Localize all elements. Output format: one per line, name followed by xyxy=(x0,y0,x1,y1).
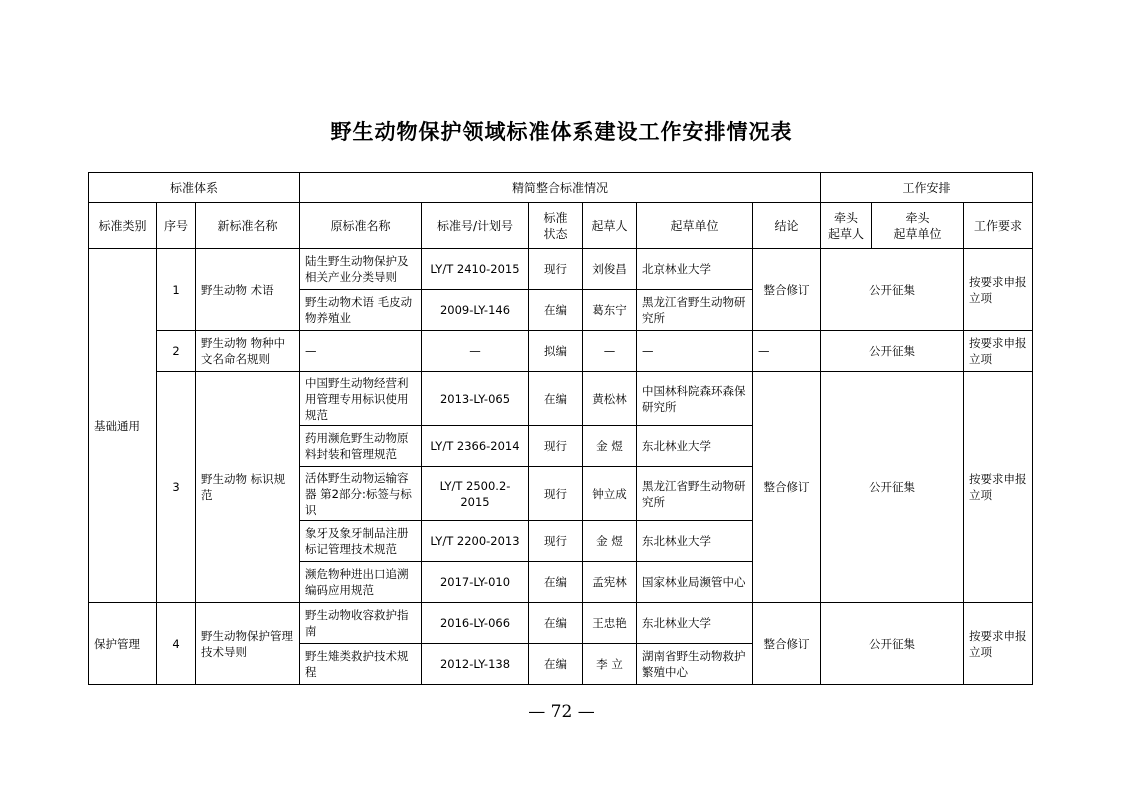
unit-cell: 中国林科院森环森保研究所 xyxy=(637,372,753,426)
orig-name-cell: 陆生野生动物保护及相关产业分类导则 xyxy=(300,249,422,290)
requirement-cell: 按要求申报立项 xyxy=(964,603,1033,685)
seq-cell: 1 xyxy=(157,249,196,331)
header-col-seq: 序号 xyxy=(157,203,196,249)
header-col-status: 标准 状态 xyxy=(529,203,583,249)
status-cell: 在编 xyxy=(529,372,583,426)
status-cell: 现行 xyxy=(529,467,583,521)
unit-cell: 黑龙江省野生动物研究所 xyxy=(637,290,753,331)
header-col-unit: 起草单位 xyxy=(637,203,753,249)
header-group-consolidation: 精简整合标准情况 xyxy=(300,173,821,203)
table-row xyxy=(89,603,1033,644)
orig-name-cell: 濒危物种进出口追溯编码应用规范 xyxy=(300,562,422,603)
new-name-cell: 野生动物 术语 xyxy=(196,249,300,331)
drafter-cell: 刘俊昌 xyxy=(583,249,637,290)
unit-cell: 湖南省野生动物救护繁殖中心 xyxy=(637,644,753,685)
code-cell: 2017-LY-010 xyxy=(422,562,529,603)
arrangement-cell: 公开征集 xyxy=(821,372,964,603)
code-cell: LY/T 2410-2015 xyxy=(422,249,529,290)
unit-cell: — xyxy=(637,331,753,372)
status-cell: 在编 xyxy=(529,603,583,644)
conclusion-cell: — xyxy=(753,331,821,372)
code-cell: LY/T 2200-2013 xyxy=(422,521,529,562)
table-row xyxy=(89,372,1033,426)
seq-cell: 2 xyxy=(157,331,196,372)
header-group-standard-system: 标准体系 xyxy=(89,173,300,203)
page-number: — 72 — xyxy=(528,702,595,722)
status-cell: 在编 xyxy=(529,562,583,603)
new-name-cell: 野生动物 物种中文名命名规则 xyxy=(196,331,300,372)
status-cell: 现行 xyxy=(529,249,583,290)
drafter-cell: 金 煜 xyxy=(583,521,637,562)
header-col-conclusion: 结论 xyxy=(753,203,821,249)
drafter-cell: 孟宪林 xyxy=(583,562,637,603)
code-cell: 2009-LY-146 xyxy=(422,290,529,331)
arrangement-cell: 公开征集 xyxy=(821,603,964,685)
code-cell: 2016-LY-066 xyxy=(422,603,529,644)
drafter-cell: 葛东宁 xyxy=(583,290,637,331)
status-cell: 现行 xyxy=(529,426,583,467)
page-title: 野生动物保护领域标准体系建设工作安排情况表 xyxy=(330,119,793,144)
unit-cell: 东北林业大学 xyxy=(637,521,753,562)
requirement-cell: 按要求申报立项 xyxy=(964,331,1033,372)
new-name-cell: 野生动物保护管理技术导则 xyxy=(196,603,300,685)
code-cell: — xyxy=(422,331,529,372)
orig-name-cell: 野生雉类救护技术规程 xyxy=(300,644,422,685)
conclusion-cell: 整合修订 xyxy=(753,249,821,331)
conclusion-cell: 整合修订 xyxy=(753,603,821,685)
new-name-cell: 野生动物 标识规范 xyxy=(196,372,300,603)
unit-cell: 东北林业大学 xyxy=(637,426,753,467)
conclusion-cell: 整合修订 xyxy=(753,372,821,603)
arrangement-cell: 公开征集 xyxy=(821,331,964,372)
category-cell: 保护管理 xyxy=(89,603,157,685)
table-row xyxy=(89,249,1033,290)
status-cell: 现行 xyxy=(529,521,583,562)
unit-cell: 东北林业大学 xyxy=(637,603,753,644)
code-cell: 2012-LY-138 xyxy=(422,644,529,685)
code-cell: LY/T 2366-2014 xyxy=(422,426,529,467)
header-col-category: 标准类别 xyxy=(89,203,157,249)
drafter-cell: 金 煜 xyxy=(583,426,637,467)
unit-cell: 黑龙江省野生动物研究所 xyxy=(637,467,753,521)
header-col-drafter: 起草人 xyxy=(583,203,637,249)
orig-name-cell: 象牙及象牙制品注册标记管理技术规范 xyxy=(300,521,422,562)
drafter-cell: 黄松林 xyxy=(583,372,637,426)
header-group-work-arrangement: 工作安排 xyxy=(821,173,1033,203)
header-col-new-name: 新标准名称 xyxy=(196,203,300,249)
header-col-lead-drafter: 牵头 起草人 xyxy=(821,203,872,249)
orig-name-cell: 野生动物术语 毛皮动物养殖业 xyxy=(300,290,422,331)
code-cell: LY/T 2500.2-2015 xyxy=(422,467,529,521)
orig-name-cell: 野生动物收容救护指南 xyxy=(300,603,422,644)
unit-cell: 国家林业局濒管中心 xyxy=(637,562,753,603)
drafter-cell: 钟立成 xyxy=(583,467,637,521)
status-cell: 在编 xyxy=(529,644,583,685)
status-cell: 在编 xyxy=(529,290,583,331)
drafter-cell: — xyxy=(583,331,637,372)
orig-name-cell: 活体野生动物运输容器 第2部分:标签与标识 xyxy=(300,467,422,521)
orig-name-cell: 药用濒危野生动物原料封装和管理规范 xyxy=(300,426,422,467)
seq-cell: 4 xyxy=(157,603,196,685)
unit-cell: 北京林业大学 xyxy=(637,249,753,290)
standards-table xyxy=(88,172,1033,685)
seq-cell: 3 xyxy=(157,372,196,603)
requirement-cell: 按要求申报立项 xyxy=(964,249,1033,331)
category-cell: 基础通用 xyxy=(89,249,157,603)
requirement-cell: 按要求申报立项 xyxy=(964,372,1033,603)
orig-name-cell: 中国野生动物经营利用管理专用标识使用规范 xyxy=(300,372,422,426)
drafter-cell: 王忠艳 xyxy=(583,603,637,644)
orig-name-cell: — xyxy=(300,331,422,372)
drafter-cell: 李 立 xyxy=(583,644,637,685)
table-row xyxy=(89,331,1033,372)
header-col-orig-name: 原标准名称 xyxy=(300,203,422,249)
code-cell: 2013-LY-065 xyxy=(422,372,529,426)
header-col-code: 标准号/计划号 xyxy=(422,203,529,249)
arrangement-cell: 公开征集 xyxy=(821,249,964,331)
status-cell: 拟编 xyxy=(529,331,583,372)
header-col-requirement: 工作要求 xyxy=(964,203,1033,249)
header-col-lead-unit: 牵头 起草单位 xyxy=(872,203,964,249)
